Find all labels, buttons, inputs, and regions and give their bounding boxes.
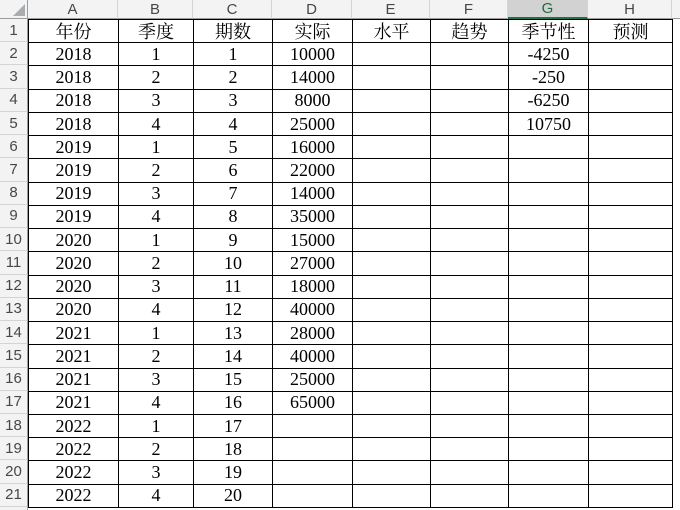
cell-G11[interactable] — [509, 252, 589, 275]
cell-H21[interactable] — [589, 485, 673, 508]
cell-F2[interactable] — [431, 43, 509, 66]
cell-H14[interactable] — [589, 322, 673, 345]
select-all-triangle-icon — [13, 4, 25, 16]
cell-B7[interactable]: 2 — [119, 159, 194, 182]
column-header-D[interactable]: D — [272, 0, 352, 19]
cell-E3[interactable] — [353, 66, 431, 89]
cell-D8[interactable]: 14000 — [273, 183, 353, 206]
cell-F13[interactable] — [431, 299, 509, 322]
cell-B3[interactable]: 2 — [119, 66, 194, 89]
cell-A9[interactable]: 2019 — [29, 206, 119, 229]
row-header-17[interactable]: 17 — [0, 391, 28, 414]
row-header-18[interactable]: 18 — [0, 414, 28, 437]
cell-B17[interactable]: 4 — [119, 392, 194, 415]
cell-A10[interactable]: 2020 — [29, 229, 119, 252]
cell-F15[interactable] — [431, 345, 509, 368]
cell-A17[interactable]: 2021 — [29, 392, 119, 415]
cell-H2[interactable] — [589, 43, 673, 66]
cell-E14[interactable] — [353, 322, 431, 345]
cell-C18[interactable]: 17 — [194, 415, 273, 438]
cell-A8[interactable]: 2019 — [29, 183, 119, 206]
cell-C19[interactable]: 18 — [194, 438, 273, 461]
column-headers — [28, 0, 680, 19]
cell-B5[interactable]: 4 — [119, 113, 194, 136]
row-header-20[interactable]: 20 — [0, 460, 28, 483]
cell-C3[interactable]: 2 — [194, 66, 273, 89]
cell-F14[interactable] — [431, 322, 509, 345]
column-header-C[interactable]: C — [193, 0, 272, 19]
cell-C1[interactable]: 期数 — [194, 20, 273, 43]
cell-F18[interactable] — [431, 415, 509, 438]
cell-D5[interactable]: 25000 — [273, 113, 353, 136]
cell-H11[interactable] — [589, 252, 673, 275]
cell-F16[interactable] — [431, 369, 509, 392]
cell-C16[interactable]: 15 — [194, 369, 273, 392]
cell-C6[interactable]: 5 — [194, 136, 273, 159]
cell-H5[interactable] — [589, 113, 673, 136]
cell-C10[interactable]: 9 — [194, 229, 273, 252]
cell-B13[interactable]: 4 — [119, 299, 194, 322]
cell-C14[interactable]: 13 — [194, 322, 273, 345]
select-all-corner[interactable] — [0, 0, 28, 19]
cell-C9[interactable]: 8 — [194, 206, 273, 229]
cell-C7[interactable]: 6 — [194, 159, 273, 182]
cell-H12[interactable] — [589, 276, 673, 299]
cell-B6[interactable]: 1 — [119, 136, 194, 159]
cell-B20[interactable]: 3 — [119, 461, 194, 484]
cell-D4[interactable]: 8000 — [273, 90, 353, 113]
cell-E7[interactable] — [353, 159, 431, 182]
row-header-14[interactable]: 14 — [0, 321, 28, 344]
cell-A5[interactable]: 2018 — [29, 113, 119, 136]
cell-E6[interactable] — [353, 136, 431, 159]
cell-F1[interactable]: 趋势 — [431, 20, 509, 43]
row-header-9[interactable]: 9 — [0, 205, 28, 228]
cell-D15[interactable]: 40000 — [273, 345, 353, 368]
cell-B4[interactable]: 3 — [119, 90, 194, 113]
cell-F5[interactable] — [431, 113, 509, 136]
cell-A20[interactable]: 2022 — [29, 461, 119, 484]
column-header-B[interactable]: B — [118, 0, 193, 19]
cell-A1[interactable]: 年份 — [29, 20, 119, 43]
cell-E9[interactable] — [353, 206, 431, 229]
row-header-2[interactable]: 2 — [0, 42, 28, 65]
cell-E11[interactable] — [353, 252, 431, 275]
cell-E8[interactable] — [353, 183, 431, 206]
cell-B11[interactable]: 2 — [119, 252, 194, 275]
cell-G19[interactable] — [509, 438, 589, 461]
cell-A13[interactable]: 2020 — [29, 299, 119, 322]
cell-H8[interactable] — [589, 183, 673, 206]
cell-B8[interactable]: 3 — [119, 183, 194, 206]
cell-B21[interactable]: 4 — [119, 485, 194, 508]
row-header-4[interactable]: 4 — [0, 89, 28, 112]
row-header-partial[interactable] — [0, 507, 28, 510]
cell-A14[interactable]: 2021 — [29, 322, 119, 345]
cell-A15[interactable]: 2021 — [29, 345, 119, 368]
cell-G8[interactable] — [509, 183, 589, 206]
cell-H17[interactable] — [589, 392, 673, 415]
row-header-16[interactable]: 16 — [0, 368, 28, 391]
cell-D3[interactable]: 14000 — [273, 66, 353, 89]
cell-C12[interactable]: 11 — [194, 276, 273, 299]
cell-G13[interactable] — [509, 299, 589, 322]
cell-D6[interactable]: 16000 — [273, 136, 353, 159]
cell-E1[interactable]: 水平 — [353, 20, 431, 43]
cell-F21[interactable] — [431, 485, 509, 508]
cell-G20[interactable] — [509, 461, 589, 484]
cell-H10[interactable] — [589, 229, 673, 252]
cell-H1[interactable]: 预测 — [589, 20, 673, 43]
cell-A16[interactable]: 2021 — [29, 369, 119, 392]
row-header-7[interactable]: 7 — [0, 158, 28, 181]
cell-E4[interactable] — [353, 90, 431, 113]
cell-F12[interactable] — [431, 276, 509, 299]
cell-D20[interactable] — [273, 461, 353, 484]
cell-D18[interactable] — [273, 415, 353, 438]
row-header-21[interactable]: 21 — [0, 484, 28, 507]
cell-G6[interactable] — [509, 136, 589, 159]
cell-B2[interactable]: 1 — [119, 43, 194, 66]
cell-C5[interactable]: 4 — [194, 113, 273, 136]
cell-G14[interactable] — [509, 322, 589, 345]
cell-D11[interactable]: 27000 — [273, 252, 353, 275]
cell-C21[interactable]: 20 — [194, 485, 273, 508]
cell-E13[interactable] — [353, 299, 431, 322]
cell-F3[interactable] — [431, 66, 509, 89]
cell-F4[interactable] — [431, 90, 509, 113]
row-header-10[interactable]: 10 — [0, 228, 28, 251]
cell-B16[interactable]: 3 — [119, 369, 194, 392]
row-header-19[interactable]: 19 — [0, 437, 28, 460]
cell-E16[interactable] — [353, 369, 431, 392]
cell-D14[interactable]: 28000 — [273, 322, 353, 345]
cell-F6[interactable] — [431, 136, 509, 159]
cell-E19[interactable] — [353, 438, 431, 461]
column-header-partial[interactable] — [672, 0, 680, 19]
cell-A19[interactable]: 2022 — [29, 438, 119, 461]
cell-C11[interactable]: 10 — [194, 252, 273, 275]
cell-A12[interactable]: 2020 — [29, 276, 119, 299]
cell-D2[interactable]: 10000 — [273, 43, 353, 66]
cell-E10[interactable] — [353, 229, 431, 252]
cell-C17[interactable]: 16 — [194, 392, 273, 415]
cell-F17[interactable] — [431, 392, 509, 415]
cell-E15[interactable] — [353, 345, 431, 368]
cell-C8[interactable]: 7 — [194, 183, 273, 206]
row-header-6[interactable]: 6 — [0, 135, 28, 158]
row-header-3[interactable]: 3 — [0, 65, 28, 88]
cell-A11[interactable]: 2020 — [29, 252, 119, 275]
cell-G3[interactable]: -250 — [509, 66, 589, 89]
cell-D17[interactable]: 65000 — [273, 392, 353, 415]
cell-A18[interactable]: 2022 — [29, 415, 119, 438]
cell-G18[interactable] — [509, 415, 589, 438]
cell-E5[interactable] — [353, 113, 431, 136]
cell-B18[interactable]: 1 — [119, 415, 194, 438]
row-header-12[interactable]: 12 — [0, 275, 28, 298]
cell-G12[interactable] — [509, 276, 589, 299]
cell-H9[interactable] — [589, 206, 673, 229]
cell-H18[interactable] — [589, 415, 673, 438]
cell-G17[interactable] — [509, 392, 589, 415]
cell-H6[interactable] — [589, 136, 673, 159]
cell-G21[interactable] — [509, 485, 589, 508]
column-header-H[interactable]: H — [588, 0, 672, 19]
cell-grid — [28, 19, 673, 508]
cell-A21[interactable]: 2022 — [29, 485, 119, 508]
cell-D7[interactable]: 22000 — [273, 159, 353, 182]
cell-C15[interactable]: 14 — [194, 345, 273, 368]
cell-B19[interactable]: 2 — [119, 438, 194, 461]
column-header-F[interactable]: F — [430, 0, 508, 19]
cell-D13[interactable]: 40000 — [273, 299, 353, 322]
cell-C4[interactable]: 3 — [194, 90, 273, 113]
cell-G4[interactable]: -6250 — [509, 90, 589, 113]
cell-D10[interactable]: 15000 — [273, 229, 353, 252]
cell-E12[interactable] — [353, 276, 431, 299]
row-header-13[interactable]: 13 — [0, 298, 28, 321]
cell-G2[interactable]: -4250 — [509, 43, 589, 66]
cell-D12[interactable]: 18000 — [273, 276, 353, 299]
cell-H13[interactable] — [589, 299, 673, 322]
cell-E20[interactable] — [353, 461, 431, 484]
cell-H15[interactable] — [589, 345, 673, 368]
row-header-11[interactable]: 11 — [0, 251, 28, 274]
cell-F7[interactable] — [431, 159, 509, 182]
cell-H7[interactable] — [589, 159, 673, 182]
cell-E21[interactable] — [353, 485, 431, 508]
cell-D1[interactable]: 实际 — [273, 20, 353, 43]
cell-G15[interactable] — [509, 345, 589, 368]
cell-A3[interactable]: 2018 — [29, 66, 119, 89]
cell-C13[interactable]: 12 — [194, 299, 273, 322]
cell-A7[interactable]: 2019 — [29, 159, 119, 182]
cell-D21[interactable] — [273, 485, 353, 508]
cell-E2[interactable] — [353, 43, 431, 66]
cell-A6[interactable]: 2019 — [29, 136, 119, 159]
cell-G1[interactable]: 季节性 — [509, 20, 589, 43]
column-header-A[interactable]: A — [28, 0, 118, 19]
cell-F20[interactable] — [431, 461, 509, 484]
cell-C2[interactable]: 1 — [194, 43, 273, 66]
cell-B15[interactable]: 2 — [119, 345, 194, 368]
row-header-1[interactable]: 1 — [0, 19, 28, 42]
cell-A4[interactable]: 2018 — [29, 90, 119, 113]
cell-E18[interactable] — [353, 415, 431, 438]
cell-H3[interactable] — [589, 66, 673, 89]
row-header-15[interactable]: 15 — [0, 344, 28, 367]
cell-G9[interactable] — [509, 206, 589, 229]
cell-B12[interactable]: 3 — [119, 276, 194, 299]
cell-D19[interactable] — [273, 438, 353, 461]
cell-F9[interactable] — [431, 206, 509, 229]
cell-H19[interactable] — [589, 438, 673, 461]
cell-H20[interactable] — [589, 461, 673, 484]
cell-B1[interactable]: 季度 — [119, 20, 194, 43]
column-header-E[interactable]: E — [352, 0, 430, 19]
cell-G7[interactable] — [509, 159, 589, 182]
cell-A2[interactable]: 2018 — [29, 43, 119, 66]
cell-B10[interactable]: 1 — [119, 229, 194, 252]
cell-D9[interactable]: 35000 — [273, 206, 353, 229]
row-header-8[interactable]: 8 — [0, 182, 28, 205]
cell-F19[interactable] — [431, 438, 509, 461]
row-header-5[interactable]: 5 — [0, 112, 28, 135]
cell-G5[interactable]: 10750 — [509, 113, 589, 136]
cell-B9[interactable]: 4 — [119, 206, 194, 229]
cell-E17[interactable] — [353, 392, 431, 415]
cell-F8[interactable] — [431, 183, 509, 206]
cell-C20[interactable]: 19 — [194, 461, 273, 484]
cell-G16[interactable] — [509, 369, 589, 392]
cell-F11[interactable] — [431, 252, 509, 275]
row-headers — [0, 19, 28, 510]
cell-D16[interactable]: 25000 — [273, 369, 353, 392]
cell-F10[interactable] — [431, 229, 509, 252]
column-header-G[interactable]: G — [508, 0, 588, 19]
cell-H16[interactable] — [589, 369, 673, 392]
cell-H4[interactable] — [589, 90, 673, 113]
cell-B14[interactable]: 1 — [119, 322, 194, 345]
cell-G10[interactable] — [509, 229, 589, 252]
